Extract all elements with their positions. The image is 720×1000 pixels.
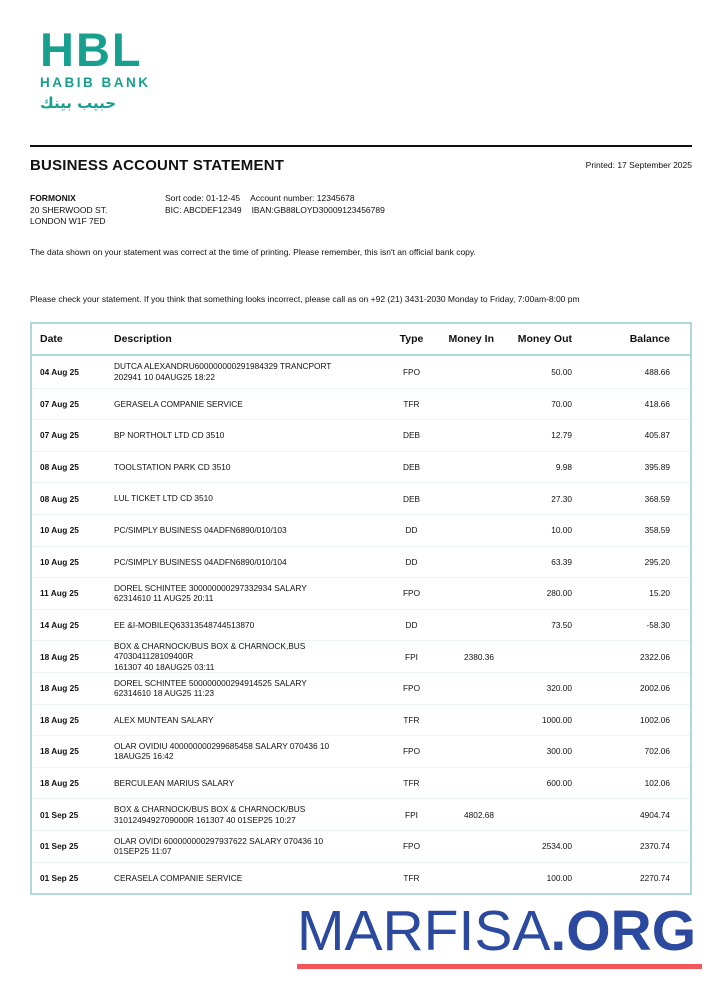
cell-money-in: 4802.68 xyxy=(464,809,494,820)
account-codes-row2 xyxy=(165,205,395,217)
header-divider xyxy=(30,145,692,147)
bank-logo-hbl-text: HBL xyxy=(40,23,143,76)
table-row xyxy=(32,735,690,767)
table-body xyxy=(32,356,690,893)
table-row xyxy=(32,609,690,641)
cell-money-out: 12.79 xyxy=(551,430,572,441)
cell-balance: 395.89 xyxy=(644,462,670,473)
cell-balance: 15.20 xyxy=(649,588,670,599)
cell-date: 08 Aug 25 xyxy=(40,493,79,504)
table-row xyxy=(32,640,690,672)
cell-money-out: 27.30 xyxy=(551,493,572,504)
cell-money-out: 73.50 xyxy=(551,620,572,631)
cell-type: DD xyxy=(405,620,418,631)
account-number: Account number: 12345678 xyxy=(250,193,355,203)
marfisa-watermark-underline xyxy=(297,964,702,969)
cell-type: DD xyxy=(405,525,418,536)
bank-logo-name: HABIB BANK xyxy=(40,75,151,90)
cell-money-out: 10.00 xyxy=(551,525,572,536)
cell-description: OLAR OVIDIU 400000000299685458 SALARY 070436 10 18AUG25 16:42 xyxy=(114,740,330,762)
bic: BIC: ABCDEF12349 xyxy=(165,204,242,215)
cell-balance: 488.66 xyxy=(644,366,670,377)
account-address xyxy=(30,193,165,228)
cell-date: 10 Aug 25 xyxy=(40,525,79,536)
cell-type: DEB xyxy=(402,430,421,441)
marfisa-watermark-text: MARFISA.ORG xyxy=(297,899,697,963)
account-codes xyxy=(165,193,395,228)
table-row xyxy=(32,419,690,451)
account-address-line1: 20 SHERWOOD ST. xyxy=(30,204,108,215)
bank-logo xyxy=(40,23,151,112)
cell-date: 14 Aug 25 xyxy=(40,620,79,631)
cell-description: OLAR OVIDI 600000000297937622 SALARY 070436 10 01SEP25 11:07 xyxy=(114,835,324,857)
table-row xyxy=(32,830,690,862)
cell-balance: 1002.06 xyxy=(640,714,670,725)
cell-balance: 4904.74 xyxy=(640,809,670,820)
table-row xyxy=(32,704,690,736)
cell-money-out: 63.39 xyxy=(551,556,572,567)
cell-money-out: 9.98 xyxy=(555,462,572,473)
cell-type: FPI xyxy=(405,809,418,820)
column-header-balance: Balance xyxy=(629,333,670,345)
account-holder-name: FORMONIX xyxy=(30,193,76,203)
cell-date: 18 Aug 25 xyxy=(40,651,79,662)
cell-description: GERASELA COMPANIE SERVICE xyxy=(114,398,243,409)
cell-money-out: 600.00 xyxy=(546,778,572,789)
title-row xyxy=(30,157,692,174)
cell-balance: 102.06 xyxy=(644,778,670,789)
cell-balance: 368.59 xyxy=(644,493,670,504)
cell-balance: 2270.74 xyxy=(640,872,670,883)
cell-balance: 358.59 xyxy=(644,525,670,536)
iban: IBAN:GB88LOYD30009123456789 xyxy=(251,204,385,215)
cell-money-out: 1000.00 xyxy=(542,714,572,725)
column-header-money-in: Money In xyxy=(448,333,494,345)
cell-description: DOREL SCHINTEE 300000000297332934 SALARY 62314610 11 AUG25 20:11 xyxy=(114,582,307,604)
cell-date: 01 Sep 25 xyxy=(40,872,79,883)
cell-description: DUTCA ALEXANDRU600000000291984329 TRANCPORT 202941 10 04AUG25 18:22 xyxy=(114,361,332,382)
account-info xyxy=(30,193,395,228)
cell-date: 07 Aug 25 xyxy=(40,430,79,441)
cell-date: 18 Aug 25 xyxy=(40,714,79,725)
printed-date: Printed: 17 September 2025 xyxy=(585,160,692,170)
cell-date: 10 Aug 25 xyxy=(40,556,79,567)
cell-type: FPI xyxy=(405,651,418,662)
cell-money-out: 300.00 xyxy=(546,746,572,757)
cell-description: PC/SIMPLY BUSINESS 04ADFN6890/010/104 xyxy=(114,556,287,567)
cell-description: EE &I-MOBILEQ63313548744513870 xyxy=(114,619,255,630)
cell-date: 18 Aug 25 xyxy=(40,778,79,789)
cell-date: 08 Aug 25 xyxy=(40,462,79,473)
notice-contact: Please check your statement. If you think that something looks incorrect, please call as on +92 (21) 3431-2030 Monday to Friday, 7:00am-8:00 pm xyxy=(30,294,580,304)
table-row xyxy=(32,672,690,704)
account-codes-row1 xyxy=(165,193,395,205)
cell-money-out: 280.00 xyxy=(546,588,572,599)
cell-balance: 2370.74 xyxy=(640,841,670,852)
cell-type: DEB xyxy=(402,462,421,473)
cell-type: TFR xyxy=(403,714,420,725)
cell-type: DEB xyxy=(402,493,421,504)
cell-description: CERASELA COMPANIE SERVICE xyxy=(114,872,243,883)
cell-balance: 405.87 xyxy=(644,430,670,441)
cell-type: FPO xyxy=(402,588,421,599)
cell-money-out: 320.00 xyxy=(546,683,572,694)
cell-type: FPO xyxy=(402,841,421,852)
sort-code: Sort code: 01-12-45 xyxy=(165,193,241,203)
cell-money-out: 100.00 xyxy=(546,872,572,883)
cell-date: 01 Sep 25 xyxy=(40,809,79,820)
cell-money-out: 50.00 xyxy=(551,366,572,377)
table-row xyxy=(32,577,690,609)
cell-balance: 2322.06 xyxy=(640,651,670,662)
table-row xyxy=(32,356,690,388)
table-row xyxy=(32,546,690,578)
cell-balance: 418.66 xyxy=(644,398,670,409)
table-row xyxy=(32,798,690,830)
marfisa-watermark xyxy=(297,901,713,969)
cell-date: 04 Aug 25 xyxy=(40,366,79,377)
table-row xyxy=(32,451,690,483)
cell-description: BOX & CHARNOCK/BUS BOX & CHARNOCK/BUS 3101249492709000R 161307 40 01SEP25 10:27 xyxy=(114,804,306,825)
table-row xyxy=(32,862,690,894)
cell-date: 18 Aug 25 xyxy=(40,683,79,694)
cell-balance: 295.20 xyxy=(644,556,670,567)
cell-description: BOX & CHARNOCK/BUS BOX & CHARNOCK,BUS 4703041128109400R 161307 40 18AUG25 03:11 xyxy=(114,640,306,672)
notice-printing: The data shown on your statement was correct at the time of printing. Please remember, this isn't an official bank copy. xyxy=(30,247,476,257)
cell-description: BP NORTHOLT LTD CD 3510 xyxy=(114,430,225,441)
cell-type: DD xyxy=(405,556,418,567)
column-header-money-out: Money Out xyxy=(517,333,572,345)
cell-description: PC/SIMPLY BUSINESS 04ADFN6890/010/103 xyxy=(114,525,287,536)
table-row xyxy=(32,388,690,420)
table-row xyxy=(32,514,690,546)
cell-date: 07 Aug 25 xyxy=(40,398,79,409)
account-address-line2: LONDON W1F 7ED xyxy=(30,216,106,226)
page-title: BUSINESS ACCOUNT STATEMENT xyxy=(30,157,285,174)
transactions-table xyxy=(30,322,692,895)
cell-type: TFR xyxy=(403,398,420,409)
table-row xyxy=(32,482,690,514)
cell-money-in: 2380.36 xyxy=(464,651,494,662)
bank-logo-urdu-text: حبيب بينك xyxy=(40,94,117,112)
cell-type: FPO xyxy=(402,366,421,377)
cell-description: DOREL SCHINTEE 500000000294914525 SALARY 62314610 18 AUG25 11:23 xyxy=(114,677,307,699)
cell-type: TFR xyxy=(403,872,420,883)
cell-balance: 702.06 xyxy=(644,746,670,757)
cell-description: LUL TICKET LTD CD 3510 xyxy=(114,493,213,504)
table-header xyxy=(32,324,690,356)
cell-type: TFR xyxy=(403,778,420,789)
table-row xyxy=(32,767,690,799)
cell-type: FPO xyxy=(402,683,421,694)
cell-balance: 2002.06 xyxy=(640,683,670,694)
cell-money-out: 2534.00 xyxy=(542,841,572,852)
column-header-date: Date xyxy=(40,333,63,345)
cell-type: FPO xyxy=(402,746,421,757)
cell-money-out: 70.00 xyxy=(551,398,572,409)
cell-description: BERCULEAN MARIUS SALARY xyxy=(114,777,235,788)
cell-date: 18 Aug 25 xyxy=(40,746,79,757)
cell-date: 01 Sep 25 xyxy=(40,841,79,852)
cell-description: TOOLSTATION PARK CD 3510 xyxy=(114,461,231,472)
cell-date: 11 Aug 25 xyxy=(40,588,79,599)
column-header-type: Type xyxy=(399,333,424,345)
cell-description: ALEX MUNTEAN SALARY xyxy=(114,714,214,725)
column-header-description: Description xyxy=(114,333,172,345)
cell-balance: -58.30 xyxy=(646,620,670,631)
